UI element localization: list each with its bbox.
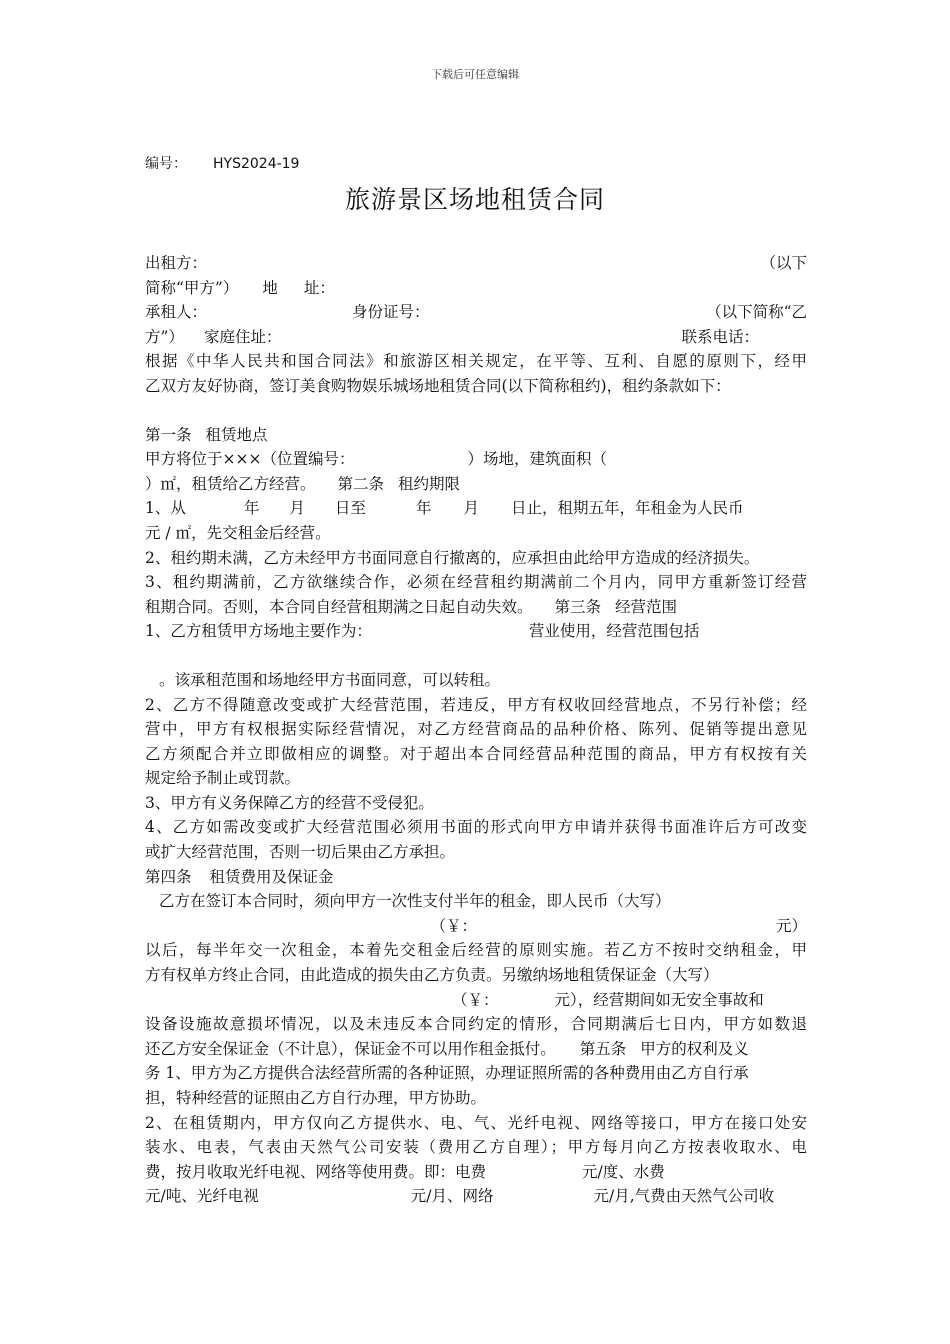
text-line: 乙方在签订本合同时，须向甲方一次性支付半年的租金，即人民币（大写） — [159, 892, 671, 911]
text-line: 3、租约期满前，乙方欲继续合作，必须在经营租约期满前二个月内，同甲方重新签订经营 — [145, 573, 807, 592]
text-segment: 第二条 — [337, 474, 385, 493]
text-segment: （以下 — [760, 254, 807, 272]
text-segment: （以下简称“乙 — [706, 303, 807, 322]
text-segment: 营业使用，经营范围包括 — [528, 622, 700, 641]
text-line: 设备设施故意损坏情况，以及未违反本合同约定的情形，合同期满后七日内，甲方如数退 — [145, 1015, 807, 1034]
text-line: 务 1、甲方为乙方提供合法经营所需的各种证照，办理证照所需的各种费用由乙方自行承 — [145, 1064, 749, 1083]
contract-body — [145, 251, 807, 1209]
text-segment: 日至 — [334, 499, 366, 518]
text-line: 方有权单方终止合同，由此造成的损失由乙方负责。另缴纳场地租赁保证金（大写） — [145, 966, 719, 985]
text-segment: 还乙方安全保证金（不计息），保证金不可以用作租金抵付。 — [145, 1039, 556, 1058]
text-segment: 元/月,气费由天然气公司收 — [593, 1187, 775, 1206]
text-segment: ）场地，建筑面积（ — [467, 450, 607, 469]
text-segment: 甲方将位于×××（位置编号： — [145, 450, 355, 469]
text-line: 营中，甲方有权根据实际经营情况，对乙方经营商品的品种价格、陈列、促销等提出意见 — [145, 720, 807, 739]
text-line — [145, 988, 807, 1013]
text-segment: 身份证号： — [352, 303, 430, 322]
text-segment: 第四条 — [145, 867, 192, 886]
text-segment: 租赁费用及保证金 — [209, 867, 334, 886]
text-segment: 元/度、水费 — [582, 1162, 665, 1181]
text-line: 乙双方友好协商，签订美食购物娱乐城场地租赁合同(以下简称租约)，租约条款如下： — [145, 376, 731, 395]
text-segment: 简称“甲方”） — [145, 278, 239, 297]
doc-number-label: 编号： — [145, 156, 187, 172]
text-line: 。该承租范围和场地经甲方书面同意，可以转租。 — [159, 670, 501, 689]
text-segment: 第一条 — [145, 425, 192, 444]
text-segment: 联系电话： — [681, 327, 759, 346]
text-segment: （￥： — [452, 990, 499, 1009]
text-line — [145, 472, 807, 497]
text-segment: 元/吨、光纤电视 — [145, 1187, 259, 1206]
text-line — [145, 1184, 807, 1209]
article-heading — [145, 423, 807, 448]
text-line: 担，特种经营的证照由乙方自行办理，甲方协助。 — [145, 1089, 487, 1107]
text-segment: ）㎡，租赁给乙方经营。 — [145, 474, 316, 493]
text-line — [145, 496, 807, 521]
text-line: 以后，每半年交一次租金，本着先交租金后经营的原则实施。若乙方不按时交纳租金，甲 — [145, 941, 807, 960]
text-line: 4、乙方如需改变或扩大经营范围必须用书面的形式向甲方申请并获得书面准许后方可改变 — [145, 818, 807, 837]
party-b-address-line — [145, 325, 807, 350]
text-segment: 第三条 — [554, 597, 602, 616]
text-line — [145, 619, 807, 644]
text-segment: 元），经营期间如无安全事故和 — [554, 990, 764, 1009]
doc-number — [145, 153, 299, 173]
text-line: 元 / ㎡，先交租金后经营。 — [145, 523, 331, 542]
text-line: 3、甲方有义务保障乙方的经营不受侵犯。 — [145, 793, 434, 812]
party-a-line — [145, 251, 807, 276]
text-segment: 方”） — [145, 327, 184, 346]
text-segment: 址： — [303, 278, 335, 297]
text-segment: 家庭住址： — [203, 327, 282, 346]
text-line: 乙方须配合并立即做相应的调整。对于超出本合同经营品种范围的商品，甲方有权按有关 — [145, 744, 807, 763]
text-line: 或扩大经营范围，否则一切后果由乙方承担。 — [145, 843, 456, 862]
text-segment: 年 — [243, 499, 260, 518]
text-line — [145, 595, 807, 620]
text-line — [145, 447, 807, 472]
text-line: 2、乙方不得随意改变或扩大经营范围，若违反，甲方有权收回经营地点，不另行补偿；经 — [145, 695, 807, 714]
text-line: 根据《中华人民共和国合同法》和旅游区相关规定，在平等、互利、自愿的原则下，经甲 — [145, 352, 807, 371]
text-line: 2、租约期未满，乙方未经甲方书面同意自行撤离的，应承担由此给甲方造成的经济损失。 — [145, 548, 760, 567]
text-line: 2、在租赁期内，甲方仅向乙方提供水、电、气、光纤电视、网络等接口，甲方在接口处安 — [145, 1113, 807, 1132]
text-segment: 出租方： — [145, 254, 208, 272]
text-segment: 租期合同。否则，本合同自经营租期满之日起自动失效。 — [145, 597, 533, 616]
text-segment: 租赁地点 — [205, 425, 268, 444]
document-title: 旅游景区场地租赁合同 — [344, 185, 605, 214]
doc-number-value: HYS2024-19 — [213, 156, 300, 172]
text-segment: 租约期限 — [398, 474, 461, 493]
text-segment: （￥： — [430, 916, 477, 935]
text-segment: 元） — [775, 916, 807, 935]
text-segment: 1、从 — [145, 499, 186, 518]
text-segment: 承租人： — [145, 303, 208, 322]
text-line — [145, 914, 807, 939]
text-line — [145, 1037, 807, 1062]
text-segment: 1、乙方租赁甲方场地主要作为： — [145, 622, 372, 641]
text-segment: 甲方的权利及义 — [640, 1039, 749, 1058]
text-segment: 经营范围 — [615, 597, 678, 616]
article-heading — [145, 865, 807, 890]
text-segment: 月 — [289, 499, 305, 518]
text-line: 规定给予制止或罚款。 — [145, 769, 301, 788]
text-segment: 月 — [463, 499, 479, 518]
text-segment: 地 — [262, 278, 278, 297]
party-a-address-line — [145, 276, 807, 301]
header-note: 下载后可任意编辑 — [431, 68, 519, 81]
party-b-line — [145, 300, 807, 325]
text-segment: 年 — [415, 499, 432, 518]
text-line — [145, 1160, 807, 1185]
text-segment: 第五条 — [579, 1039, 627, 1058]
text-segment: 元/月、网络 — [410, 1187, 494, 1206]
text-line: 装水、电表，气表由天然气公司安装（费用乙方自理）；甲方每月向乙方按表收取水、电 — [145, 1138, 807, 1157]
text-segment: 日止，租期五年，年租金为人民币 — [510, 499, 744, 518]
text-segment: 费，按月收取光纤电视、网络等使用费。即：电费 — [145, 1162, 487, 1181]
